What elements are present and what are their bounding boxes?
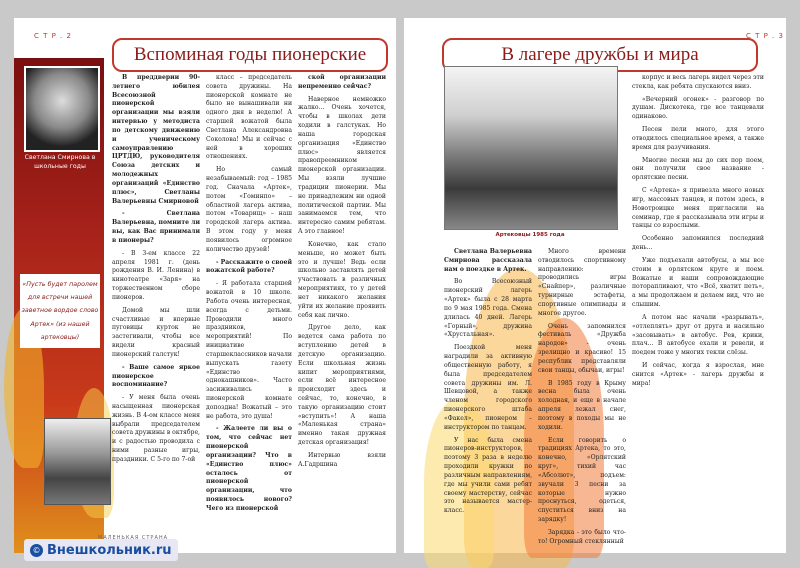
paragraph: Во Всесоюзный пионерский лагерь «Артек» была с 28 марта по 9 мая 1985 года. Смена длилась 40 дней. Лагерь «Горный», дружина «Хрустальная». <box>444 278 532 339</box>
paragraph: И сейчас, когда я взрослая, мне снится «Артек» - лагерь дружбы и мира! <box>632 362 764 387</box>
portrait-photo <box>24 66 100 152</box>
logo-name: Внешкольник.ru <box>47 542 172 558</box>
left-page-title: Вспоминая годы пионерские <box>112 38 388 72</box>
paragraph: Домой мы шли счастливые и впервые пуговицы курток не застегивали, чтобы все видели красный пионерский галстук! <box>112 306 200 358</box>
paragraph: «Вечерний огонек» - разговор по душам. Дискотека, где все танцевали одинаково. <box>632 95 764 121</box>
paragraph: Интервью взяли А.Гадршина <box>298 451 386 468</box>
logo-tagline: МАЛЕНЬКАЯ СТРАНА <box>98 535 169 541</box>
paragraph: Особенно запомнился последний день... <box>632 235 764 252</box>
paragraph: Светлана Валерьевна Смирнова рассказала нам о поездке в Артек. <box>444 248 532 273</box>
paragraph: Многие песни мы до сих пор поем, они получили свое название - орлятские песни. <box>632 156 764 182</box>
copyright-icon: © <box>30 544 43 557</box>
left-column-1 <box>112 74 200 463</box>
paragraph: Если говорить о традициях Артека, то это, конечно, «Орлятский круг», тихий час «Абсолют», подъем: звучали 3 песни за которые нужно проснуться, одеться, спуститься вниз на зарядку! <box>538 436 626 524</box>
page-number-right: С Т Р . 3 <box>746 32 784 40</box>
paragraph: ской организации непременно сейчас? <box>298 74 386 90</box>
paragraph: Наверное немножко жалко... Очень хочется, чтобы в школах дети ходили в галстуках. Но наша городская организация «Единство плюс» является правопреемником пионерской организации. Мы взяли лучшие традиции пионерии. Мы не принадлежим ни одной политической партии. Мы занимаемся тем, что интересно самим ребятам. А это главное! <box>298 95 386 236</box>
site-logo[interactable] <box>24 535 178 561</box>
right-column-3 <box>632 74 764 544</box>
pioneer-group-photo <box>44 418 111 505</box>
right-page <box>404 18 786 553</box>
paragraph: - Светлана Валерьевна, помните ли вы, как Вас принимали в пионеры? <box>112 210 200 244</box>
photo-caption: Артековцы 1985 года <box>495 232 565 238</box>
right-column-2 <box>538 248 626 545</box>
paragraph: Другое дело, как ведется сама работа по вступлению детей в детскую организацию. Если школьная жизнь кипит мероприятиями, если всё интересное происходит здесь и сейчас, то, конечно, в такую организацию стоит «вступить»! А наша «Маленькая страна» именно такая дружная детская организация! <box>298 324 386 447</box>
right-page-title: В лагере дружбы и мира <box>442 38 758 72</box>
paragraph: класс – председатель совета дружины. На пионерской комнате не было не вынашивали ни одного дня в неделю! А старшей вожатой была Светлана Александровна Соколова! Мы и сейчас с ней в хороших отношениях. <box>206 74 292 161</box>
paragraph: - В 3-ем классе 22 апреля 1981 г. (день рождения В. И. Ленина) в кинотеатре «Заря» на торжественном сборе пионеров. <box>112 249 200 301</box>
paragraph: Но самый незабываемый: год – 1985 год. Сначала «Артек», потом «Гоминпо» – областной лагерь актива, потом «Товарищ» – наш городской лагерь актива. В этом году у меня появилось огромное количество друзей! <box>206 166 292 253</box>
paragraph: В преддверии 90-летнего юбилея Всесоюзной пионерской организации мы взяли интервью у методиста по детскому движению и ученическому самоуправлению ЦРТДЮ, руководителя Союза детских и молодежных организаций «Единство плюс», Светланы Валерьевны Смирновой <box>112 74 200 205</box>
paragraph: Уже подъехали автобусы, а мы все стоим в орлятском круге и поем. Вожатые и наши сопровождающие поторапливают, что «Всё, хватит петь», а мы продолжаем и делаем вид, что не слышим. <box>632 256 764 309</box>
paragraph: Конечно, как стало меньше, но может быть это и лучше! Ведь если школьно заставлять детей участвовать в различных мероприятиях, то у детей нет никакого желания уйти их желание проявить себя как лично. <box>298 240 386 319</box>
paragraph: А потом нас начали «разрывать», «отлеплять» друг от друга и насильно «засовывать» в автобус. Рев, крики, плач... В автобусе ехали и ревели, и поедем тоже у многих текли слёзы. <box>632 313 764 357</box>
portrait-caption: Светлана Смирнова в школьные годы <box>24 154 96 170</box>
paragraph: В 1985 году в Крыму весна была очень холодная, и еще в начале апреля лежал снег, поэтому в походы мы не ходили. <box>538 379 626 431</box>
paragraph: - Ваше самое яркое пионерское воспоминание? <box>112 363 200 389</box>
paragraph: Поездкой меня наградили за активную общественную работу, я была председателем совета дружины им. Л. Шевцовой, а также членом городского пионерского штаба «Факел», пионером – инструктором по танцам. <box>444 344 532 431</box>
pull-quote: «Пусть будет паролем для встречи нашей заветное вордое слово Артек» (из нашей артековцы) <box>20 274 100 348</box>
paragraph: Зарядка - это было что-то! Огромный стеклянный <box>538 528 626 545</box>
paragraph: - Расскажите о своей вожатской работе? <box>206 258 292 275</box>
right-column-1 <box>444 248 532 538</box>
artek-group-photo <box>444 66 618 230</box>
paragraph: Много времени отводилось спортивному направлению: проводились игры «Снайпер», различные турнирные эстафеты, спортивные олимпиады и многое другое. <box>538 248 626 317</box>
paragraph: - У меня была очень насыщенная пионерская жизнь. В 4-ом классе меня выбрали председателем совета дружины в октябре, и с радостью проводила с ними разные игры, праздники. С 5-го по 7-ой <box>112 394 200 463</box>
left-column-3 <box>298 74 386 534</box>
paragraph: - Я работала старшей вожатой в 10 школе. Работа очень интересная, всегда с детьми. Проводили много праздников, мероприятий! По инициативе старшеклассников начали выпускать газету «Единство однокашников». Часто засиживались в пионерской комнате допоздна! Вожатый – это не работа, это душа! <box>206 280 292 420</box>
page-number-left: С Т Р . 2 <box>34 32 72 40</box>
paragraph: корпус и весь лагерь видел через эти стекла, как ребята спускаются вниз. <box>632 74 764 90</box>
paragraph: Песен пели много, для этого отводилось специальное время, а также время для разучивания. <box>632 126 764 151</box>
paragraph: Очень запомнился фестиваль «Дружба народов» - очень зрелищно и красиво! 15 республик представляли свои танцы, обычаи, игры! <box>538 322 626 374</box>
left-page <box>14 18 396 558</box>
paragraph: - Жалеете ли вы о том, что сейчас нет пионерской организации? Что в «Единство плюс» осталось от пионерской организации, что появилось нового? Чего из пионерской <box>206 425 292 512</box>
left-column-2 <box>206 74 292 519</box>
paragraph: С «Артека» я привезла много новых игр, массовых танцев, и потом здесь, в Новотроицке меня пригласили на семинар, где я рассказывала эти игры и танцы со взрослыми. <box>632 187 764 230</box>
paragraph: У нас была смена пионеров-инструкторов, поэтому 3 раза в неделю проходили кружки по различным направлениям, где мы учили сами ребят своему мастерству, сейчас это называется мастер- класс. <box>444 436 532 515</box>
